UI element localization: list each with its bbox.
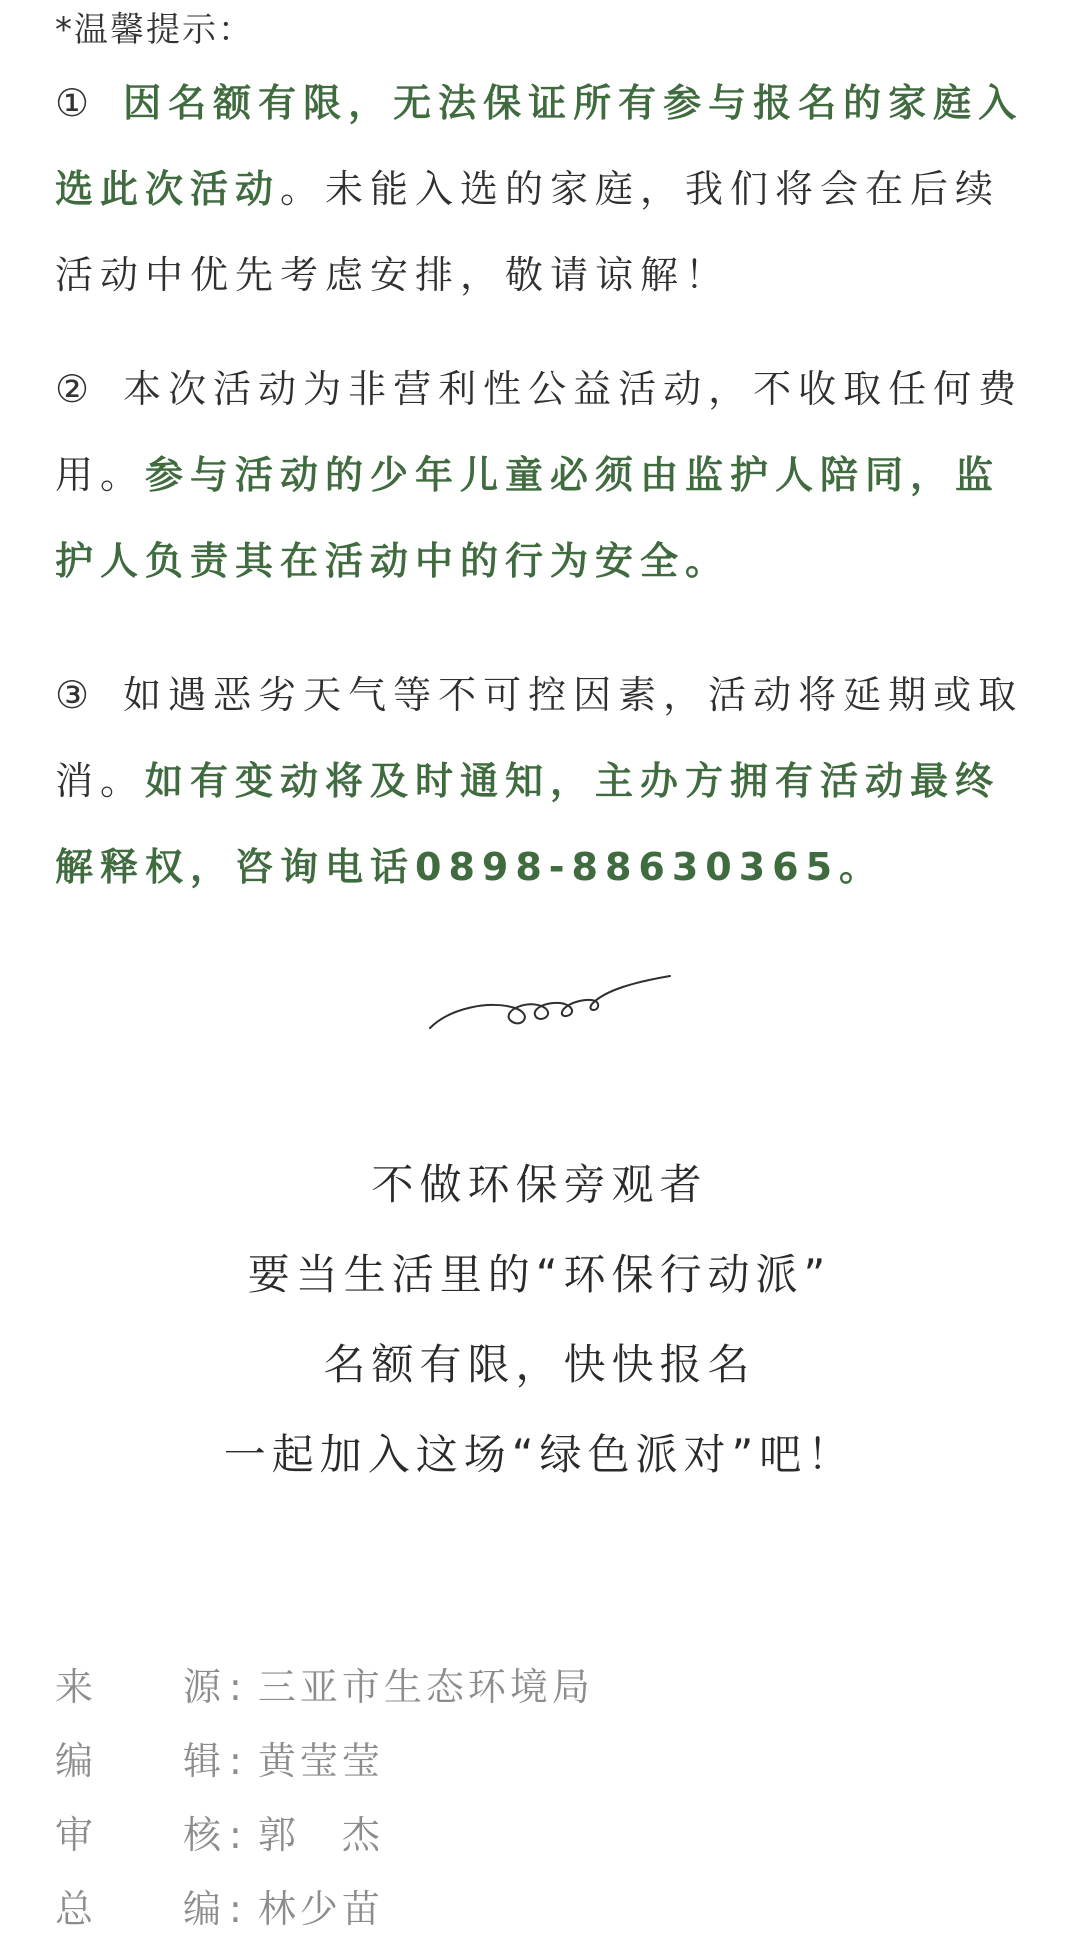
- credit-value: 三亚市生态环境局: [257, 1665, 594, 1709]
- credit-row-source: [55, 1650, 594, 1724]
- credit-label-char: 总: [55, 1887, 98, 1931]
- paragraph-1-highlight: 因名额有限，无法保证所有参与报名的家庭入选此次活动: [55, 81, 1024, 211]
- paragraph-1-text: 。未能入选的家庭，我们将会在后续活动中优先考虑安排，敬请谅解！: [55, 167, 1001, 297]
- item-number-3: ③: [55, 673, 97, 717]
- closing-line-3: 名额有限，快快报名: [323, 1340, 756, 1389]
- credit-colon: :: [229, 1739, 246, 1783]
- credit-row-editor: [55, 1724, 594, 1798]
- closing-line-4: 一起加入这场“绿色派对”吧！: [223, 1430, 856, 1479]
- credit-label: [55, 1798, 225, 1872]
- closing-line-1: 不做环保旁观者: [371, 1160, 708, 1209]
- credit-label-char: 编: [55, 1739, 98, 1783]
- credit-label: [55, 1724, 225, 1798]
- credit-colon: :: [229, 1665, 246, 1709]
- closing-line-2: 要当生活里的“环保行动派”: [247, 1250, 832, 1299]
- closing-message: [0, 1140, 1079, 1500]
- notice-paragraph-3: [55, 652, 1025, 910]
- notice-title: *温馨提示：: [55, 10, 254, 50]
- credit-value: 黄莹莹: [257, 1739, 384, 1783]
- item-number-2: ②: [55, 367, 97, 411]
- credit-label-char: 核: [182, 1813, 225, 1857]
- paragraph-3-text: 如遇恶劣天气等不可控因素，活动将延期或取消。: [55, 673, 1024, 803]
- credit-label-char: 审: [55, 1813, 98, 1857]
- credit-value: 林少苗: [257, 1887, 384, 1931]
- credit-row-reviewer: [55, 1798, 594, 1872]
- item-number-1: ①: [55, 81, 97, 125]
- notice-paragraph-2: [55, 346, 1025, 604]
- credit-label-char: 辑: [182, 1739, 225, 1783]
- decorative-squiggle: [420, 960, 680, 1060]
- credit-colon: :: [229, 1887, 246, 1931]
- paragraph-2-highlight: 参与活动的少年儿童必须由监护人陪同，监护人负责其在活动中的行为安全。: [55, 453, 1001, 583]
- credits-block: [55, 1650, 594, 1946]
- notice-paragraph-1: [55, 60, 1025, 318]
- paragraph-2-text: 本次活动为非营利性公益活动，不收取任何费用。: [55, 367, 1024, 497]
- credit-label-char: 编: [182, 1887, 225, 1931]
- paragraph-3-highlight: 如有变动将及时通知，主办方拥有活动最终解释权，咨询电话0898-88630365。: [55, 759, 1001, 889]
- credit-label-char: 来: [55, 1665, 98, 1709]
- credit-label: [55, 1650, 225, 1724]
- credit-colon: :: [229, 1813, 246, 1857]
- credit-value: 郭 杰: [257, 1813, 384, 1857]
- credit-label-char: 源: [182, 1665, 225, 1709]
